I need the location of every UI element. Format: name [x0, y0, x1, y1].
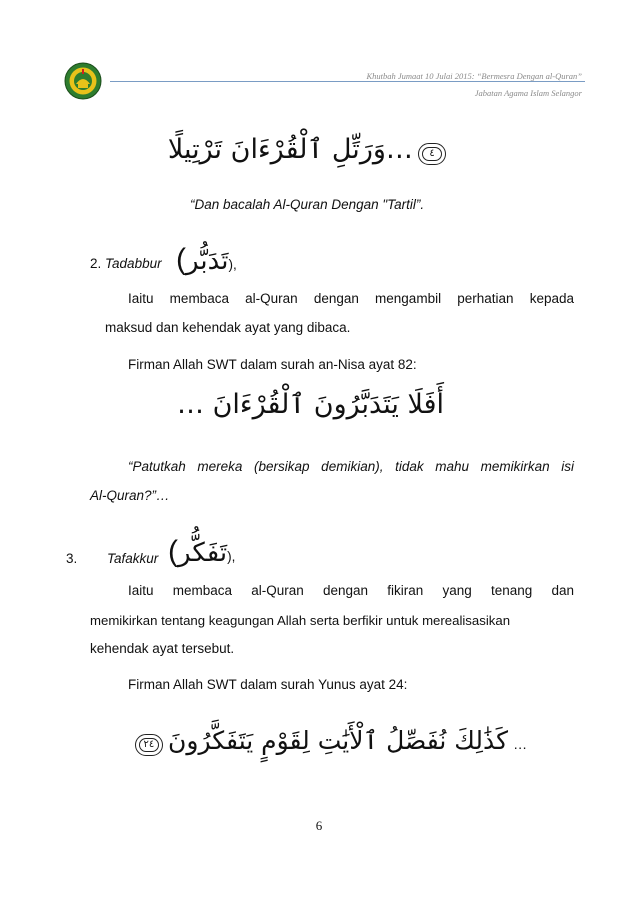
verse-arabic-text: …وَرَتِّلِ ٱلْقُرْءَانَ تَرْتِيلًا [167, 134, 413, 165]
section-title: Tadabbur [105, 256, 162, 271]
page-number: 6 [315, 818, 323, 833]
jais-emblem-icon [64, 62, 102, 100]
verse-translation: “Dan bacalah Al-Quran Dengan "Tartil”. [190, 197, 425, 212]
arabic-term-tafakkur: (تَفَكُّر), [168, 535, 236, 568]
verse-muzzammil-4 [167, 134, 446, 165]
verse-arabic-text: كَذَٰلِكَ نُفَصِّلُ ٱلْأَيَٰتِ لِقَوْمٍ يَتَفَكَّرُونَ [168, 726, 508, 755]
term-close: ), [227, 549, 236, 564]
header-organization: Jabatan Agama Islam Selangor [474, 88, 582, 98]
leading-ellipsis: … [513, 736, 528, 752]
verse-nisa-82: أَفَلَا يَتَدَبَّرُونَ ٱلْقُرْءَانَ … [176, 389, 444, 420]
header-divider [110, 81, 585, 82]
paragraph-line: memikirkan tentang keagungan Allah serta berfikir untuk merealisasikan [90, 613, 511, 628]
firman-intro: Firman Allah SWT dalam surah an-Nisa ayat 82: [128, 357, 417, 372]
section-number: 2. [90, 256, 102, 271]
ayah-end-marker: ٢٤ [135, 734, 163, 756]
firman-intro: Firman Allah SWT dalam surah Yunus ayat 24: [128, 677, 408, 692]
arabic-term: تَفَكُّر [178, 538, 228, 568]
header-title: Khutbah Jumaat 10 Julai 2015: “Bermesra Dengan al-Quran” [366, 71, 582, 81]
verse-yunus-24 [112, 726, 550, 756]
section-heading-tadabbur [90, 256, 162, 271]
paragraph-line: Iaitu membaca al-Quran dengan mengambil perhatian kepada [128, 291, 574, 306]
paragraph-line: kehendak ayat tersebut. [90, 641, 235, 656]
arabic-term: تَدَبُّر [186, 246, 229, 276]
section-number: 3. [66, 551, 78, 566]
arabic-term-tadabbur: (تَدَبُّر), [176, 243, 237, 276]
quote-line: “Patutkah mereka (bersikap demikian), tidak mahu memikirkan isi [128, 459, 574, 474]
section-title: Tafakkur [107, 551, 159, 566]
term-close: ), [228, 257, 237, 272]
paragraph-line: Iaitu membaca al-Quran dengan fikiran yang tenang dan [128, 583, 574, 598]
ayah-end-marker: ٤ [418, 143, 446, 165]
quote-line: Al-Quran?”… [90, 488, 170, 503]
paragraph-line: maksud dan kehendak ayat yang dibaca. [105, 320, 351, 335]
